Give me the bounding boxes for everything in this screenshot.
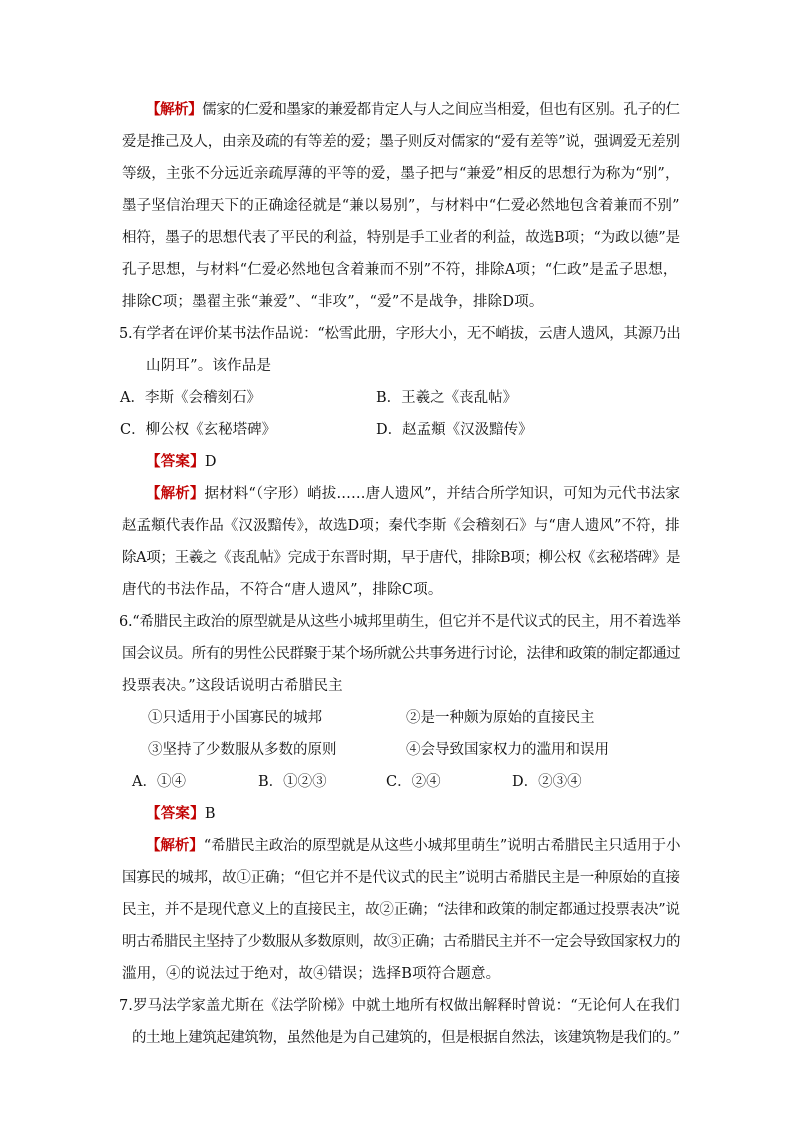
answer-line: [146, 804, 216, 824]
analysis-line: 【解析】儒家的仁爱和墨家的兼爱都肯定人与人之间应当相爱，但也有区别。孔子的仁: [146, 101, 680, 118]
analysis-line: 排除C项；墨翟主张“兼爱”、“非攻”，“爱”不是战争，排除D项。: [122, 294, 544, 310]
statement-item: ①只适用于小国寡民的城邦: [148, 710, 322, 726]
option-a: A．①④: [132, 774, 186, 790]
question-stem: 6.“希腊民主政治的原型就是从这些小城邦里萌生，但它并不是代议式的民主，用不着选举: [119, 614, 681, 630]
statement-item: ④会导致国家权力的滥用和误用: [406, 742, 609, 758]
answer-tag: 【答案】: [146, 805, 205, 822]
analysis-line: 【解析】据材料“（字形）峭拔……唐人遗风”，并结合所学知识，可知为元代书法家: [146, 485, 681, 502]
question-stem: 的土地上建筑起建筑物，虽然他是为自己建筑的，但是根据自然法，该建筑物是我们的。”: [132, 1030, 680, 1046]
option-d: D．②③④: [512, 774, 582, 790]
statement-item: ②是一种颇为原始的直接民主: [406, 710, 595, 726]
option-b: B．①②③: [258, 774, 327, 790]
analysis-line: 除A项；王羲之《丧乱帖》完成于东晋时期，早于唐代，排除B项；柳公权《玄秘塔碑》是: [122, 550, 681, 566]
analysis-line: 唐代的书法作品，不符合“唐人遗风”，排除C项。: [122, 582, 443, 598]
question-stem: 国会议员。所有的男性公民群聚于某个场所就公共事务进行讨论，法律和政策的制定都通过: [122, 646, 680, 662]
option-d: D．赵孟頫《汉汲黯传》: [376, 422, 533, 438]
analysis-line: 孔子思想，与材料“仁爱必然地包含着兼而不别”不符，排除A项；“仁政”是孟子思想，: [122, 262, 678, 278]
analysis-line: 滥用，④的说法过于绝对，故④错误；选择B项符合题意。: [122, 966, 501, 982]
analysis-line: 墨子坚信治理天下的正确途径就是“兼以易别”，与材料中“仁爱必然地包含着兼而不别”: [122, 198, 680, 214]
option-b: B．王羲之《丧乱帖》: [376, 390, 518, 406]
analysis-line: 等级，主张不分远近亲疏厚薄的平等的爱，墨子把与“兼爱”相反的思想行为称为“别”，: [122, 166, 680, 182]
statement-item: ③坚持了少数服从多数的原则: [148, 742, 337, 758]
answer-value: B: [204, 806, 216, 822]
answer-value: D: [204, 454, 217, 470]
analysis-line: 相符，墨子的思想代表了平民的利益，特别是手工业者的利益，故选B项；“为政以德”是: [122, 230, 680, 246]
analysis-tag: 【解析】: [146, 101, 203, 118]
question-stem: 7.罗马法学家盖尤斯在《法学阶梯》中就土地所有权做出解释时曾说：“无论何人在我们: [119, 998, 680, 1014]
option-c: C．柳公权《玄秘塔碑》: [120, 422, 277, 438]
analysis-tag: 【解析】: [146, 485, 205, 502]
answer-tag: 【答案】: [146, 453, 205, 470]
analysis-line: 国寡民的城邦，故①正确；“但它并不是代议式的民主”说明古希腊民主是一种原始的直接: [122, 870, 680, 886]
analysis-line: 明古希腊民主坚持了少数服从多数原则，故③正确；古希腊民主并不一定会导致国家权力的: [122, 934, 680, 950]
answer-line: [146, 452, 217, 472]
analysis-line: 爱是推己及人，由亲及疏的有等差的爱；墨子则反对儒家的“爱有差等”说，强调爱无差别: [122, 134, 680, 150]
question-stem: 山阴耳”。该作品是: [146, 358, 272, 374]
question-stem: 5.有学者在评价某书法作品说：“松雪此册，字形大小，无不峭拔，云唐人遗风，其源乃出: [119, 326, 681, 342]
analysis-line: 民主，并不是现代意义上的直接民主，故②正确；“法律和政策的制定都通过投票表决”说: [122, 902, 680, 918]
option-c: C．②④: [386, 774, 441, 790]
analysis-tag: 【解析】: [146, 837, 204, 854]
analysis-line: 赵孟頫代表作品《汉汲黯传》，故选D项；秦代李斯《会稽刻石》与“唐人遗风”不符，排: [122, 518, 680, 534]
analysis-line: 【解析】“希腊民主政治的原型就是从这些小城邦里萌生”说明古希腊民主只适用于小: [146, 837, 681, 854]
question-stem: 投票表决。”这段话说明古希腊民主: [122, 678, 343, 694]
option-a: A．李斯《会稽刻石》: [120, 390, 261, 406]
